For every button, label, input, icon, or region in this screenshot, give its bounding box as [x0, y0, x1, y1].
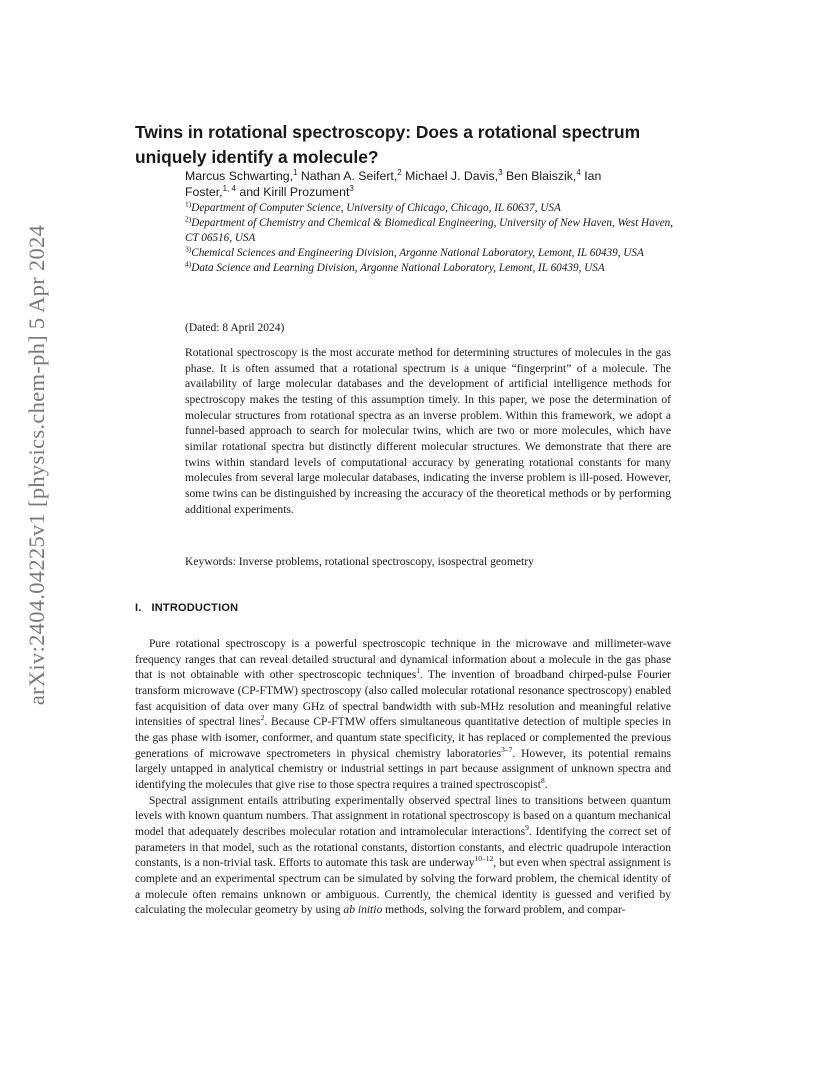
affiliation-item — [185, 243, 675, 261]
affiliation-text: Data Science and Learning Division, Argonne National Laboratory, Lemont, IL 60439, USA — [191, 261, 605, 274]
author-affiliation-mark: 4 — [576, 167, 581, 177]
author-name: Ian Foster, — [185, 169, 602, 199]
affiliation-text: Department of Chemistry and Chemical & Biomedical Engineering, University of New Haven, West Haven, CT 06516, USA — [185, 217, 674, 244]
section-heading — [135, 602, 238, 614]
keywords: Keywords: Inverse problems, rotational spectroscopy, isospectral geometry — [185, 555, 534, 568]
author-affiliation-mark: 1 — [292, 167, 298, 177]
author-affiliation-mark: 3 — [498, 167, 503, 177]
author-list — [185, 168, 645, 200]
text-run: . Because CP-FTMW offers simultaneous quantitative detection of multiple species in the gas phase with isomer, conformer, and quantum state specificity, it has replaced or complemented the previous generations of microwave spectrometers in physical chemistry laboratories — [135, 716, 671, 760]
italic-term: ab initio — [343, 904, 383, 917]
affiliation-number: 2) — [185, 214, 192, 224]
affiliation-text: Department of Computer Science, University of Chicago, Chicago, IL 60637, USA — [191, 202, 561, 214]
author-affiliation-mark: 1, 4 — [222, 183, 236, 193]
paragraph — [135, 794, 671, 919]
affiliation-list — [185, 201, 675, 275]
section-title: INTRODUCTION — [151, 602, 239, 614]
author-name: and Kirill Prozument — [239, 185, 350, 199]
text-run: Pure rotational spectroscopy is a powerful spectroscopic technique in the microwave and millimeter-wave frequency ranges that can reveal detailed structural and dynamical information about a molecule in the gas phase that is not obtainable with other spectroscopic techniques — [135, 638, 671, 682]
text-run: Spectral assignment entails attributing experimentally observed spectral lines to transitions between quantum levels with known quantum numbers. That assignment in rotational spectroscopy is based on a quantum mechanical model that adequately describes molecular rotation and intramolecular interactions — [135, 794, 671, 838]
affiliation-number: 3) — [185, 243, 192, 253]
citation-mark: 3–7 — [501, 744, 513, 754]
body-text — [135, 637, 671, 919]
author-name: Nathan A. Seifert, — [300, 169, 398, 183]
citation-mark: 9 — [525, 823, 529, 833]
arxiv-identifier-text: arXiv:2404.04225v1 [physics.chem-ph] 5 Apr 2024 — [24, 224, 50, 706]
text-run: methods, solving the forward problem, and compar- — [382, 904, 626, 917]
text-run: , but even when spectral assignment is complete and an experimental spectrum can be simulated by solving the forward problem, the chemical identity of a molecule often remains unknown or ambiguous. Currently, the chemical identity is guessed and verified by calculating the molecular geometry by using — [135, 857, 671, 917]
author-affiliation-mark: 2 — [397, 167, 402, 177]
date-line: (Dated: 8 April 2024) — [185, 322, 285, 334]
paper-title: Twins in rotational spectroscopy: Does a rotational spectrum uniquely identify a molecule? — [135, 122, 641, 167]
citation-mark: 2 — [260, 713, 265, 723]
author-name: Marcus Schwarting, — [185, 169, 293, 183]
text-run: . However, its potential remains largely untapped in analytical chemistry or industrial settings in part because assignment of unknown spectra and identifying the molecules that give rise to those spectra requires a trained spectroscopist — [135, 747, 672, 791]
author-affiliation-mark: 3 — [349, 183, 354, 193]
affiliation-item — [185, 258, 675, 276]
text-run: . Identifying the correct set of parameters in that model, such as the rotational constants, distortion constants, and electric quadrupole interaction constants, is a non-trivial task. Efforts to automate this task are underway — [135, 825, 672, 870]
arxiv-identifier-stamp — [20, 224, 54, 706]
author-name: Michael J. Davis, — [405, 169, 499, 183]
paragraph — [135, 637, 671, 794]
text-run: . The invention of broadband chirped-pulse Fourier transform microwave (CP-FTMW) spectroscopy (also called molecular rotational resonance spectroscopy) enabled fast acquisition of data over many GHz of spectral bandwidth with sub-MHz resolution and meaningful relative intensities of spectral lines — [135, 669, 672, 729]
text-run: . — [544, 778, 548, 791]
affiliation-number: 1) — [185, 199, 192, 209]
citation-mark: 1 — [416, 666, 420, 676]
abstract: Rotational spectroscopy is the most accurate method for determining structures of molecules in the gas phase. It is often assumed that a rotational spectrum is a unique “fingerprint” of a molecule. The availability of large molecular databases and the development of artificial intelligence methods for spectroscopy makes the testing of this assumption timely. In this paper, we pose the determination of molecular structures from rotational spectra as an inverse problem. Within this framework, we adopt a funnel-based approach to search for molecular twins, which are two or more molecules, which have similar rotational spectra but distinctly different molecular structures. We demonstrate that there are twins within standard levels of computational accuracy by generating rotational constants for many molecules from several large molecular databases, indicating the inverse problem is ill-posed. However, some twins can be distinguished by increasing the accuracy of the theoretical methods or by performing additional experiments. — [185, 346, 671, 516]
affiliation-text: Chemical Sciences and Engineering Division, Argonne National Laboratory, Lemont, IL 60439, USA — [191, 246, 644, 259]
citation-mark: 8 — [540, 776, 545, 786]
affiliation-item — [185, 201, 675, 216]
affiliation-item — [185, 216, 675, 245]
author-name: Ben Blaiszik, — [505, 169, 577, 183]
affiliation-number: 4) — [185, 258, 192, 268]
section-number: I. — [135, 602, 142, 614]
citation-mark: 10–12 — [474, 854, 494, 864]
